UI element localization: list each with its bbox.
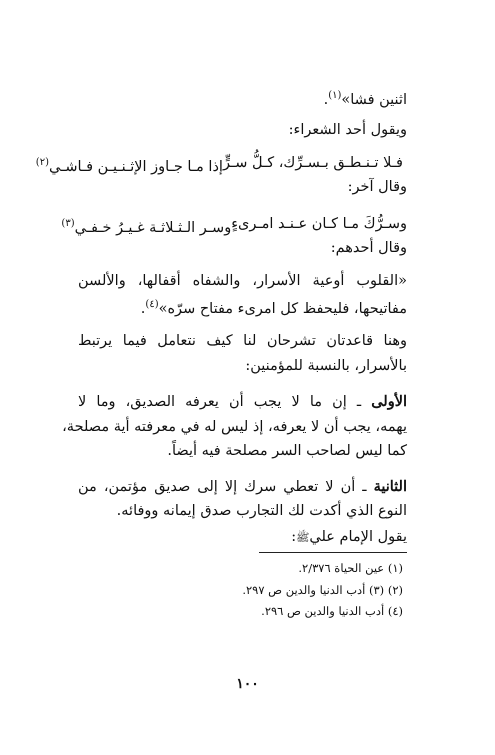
text-line-11	[78, 392, 407, 412]
text-fragment: وهنا قاعدتان تشرحان لنا كيف نتعامل فيما يرتبط	[78, 333, 407, 349]
text-line-2	[78, 120, 407, 140]
honorific-glyph: ﷺ	[296, 531, 310, 544]
footnote-3: (٤) أدب الدنيا والدين ص ٢٩٦.	[261, 604, 403, 618]
verse-2	[61, 214, 407, 238]
text-fragment: بالأسرار، بالنسبة للمؤمنين:	[245, 358, 407, 374]
text-fragment: يهمه، يجب أن لا يعرفه، إذ ليس له في معرفته أية مصلحة،	[62, 419, 407, 435]
punctuation: .	[323, 91, 329, 108]
text-line-7	[78, 271, 407, 291]
text-fragment: وقال آخر:	[347, 179, 407, 195]
text-fragment: مفاتيحها، فليحفظ كل امرىء مفتاح سرّه»	[158, 300, 407, 317]
verse-hemistich-right: وسـرُّكَ مـا كـان عـنـد امـرىءٍ	[231, 216, 407, 232]
text-line-9	[78, 331, 407, 351]
rule-heading-second: الثانية	[373, 478, 407, 495]
text-fragment: إذا مـا جـاوز الإثـنـيـن فـاشـي	[48, 158, 223, 175]
text-fragment: ـ أن لا تعطي سرك إلا إلى صديق مؤتمن، من	[78, 479, 374, 495]
text-fragment: يقول الإمام علي	[309, 529, 407, 545]
footnote-1: (١) عين الحياة ٢/٣٧٦.	[298, 561, 403, 575]
footnote-ref-1: (١)	[328, 90, 342, 101]
text-line-6	[78, 238, 407, 258]
text-line-13	[78, 441, 407, 461]
text-line-1	[78, 86, 407, 110]
footnote-2: (٢) (٣) أدب الدنيا والدين ص ٢٩٧.	[242, 583, 403, 597]
text-line-14	[78, 477, 407, 497]
text-fragment: اثنين فشا»	[341, 91, 407, 108]
text-fragment: النوع الذي أكدت لك التجارب صدق إيمانه ووفائه.	[116, 503, 407, 519]
text-line-12	[62, 417, 407, 437]
text-line-8	[78, 295, 407, 319]
footnote-ref-2: (٢)	[35, 157, 49, 168]
text-fragment: ـ إن ما لا يجب أن يعرفه الصديق، وما لا	[78, 394, 372, 410]
text-line-4	[78, 177, 407, 197]
punctuation: .	[140, 300, 146, 317]
text-fragment: وقال أحدهم:	[330, 240, 407, 256]
text-fragment: وسـر الـثـلاثـة غـيـرُ خـفـي	[74, 219, 232, 236]
footnote-ref-3: (٣)	[61, 218, 75, 229]
text-fragment: «القلوب أوعية الأسرار، والشفاه أقفالها، والألسن	[78, 273, 407, 289]
verse-hemistich-right: فـلا تـنـطـق بـسـرِّك، كـلُّ سـرٍّ	[222, 155, 403, 171]
verse-hemistich-left	[36, 153, 223, 177]
rule-heading-first: الأولى	[371, 393, 407, 410]
footnote-separator	[259, 552, 407, 553]
verse-hemistich-left	[61, 214, 231, 238]
punctuation: :	[291, 529, 297, 545]
text-line-10	[78, 356, 407, 376]
text-fragment: ويقول أحد الشعراء:	[288, 122, 407, 138]
page-number: ١٠٠	[236, 676, 259, 692]
footnote-ref-4: (٤)	[145, 299, 159, 310]
text-line-15	[78, 501, 407, 521]
verse-1	[35, 153, 403, 177]
text-line-16	[78, 527, 407, 548]
text-fragment: كما ليس لصاحب السر مصلحة فيه أيضاً.	[167, 443, 407, 459]
